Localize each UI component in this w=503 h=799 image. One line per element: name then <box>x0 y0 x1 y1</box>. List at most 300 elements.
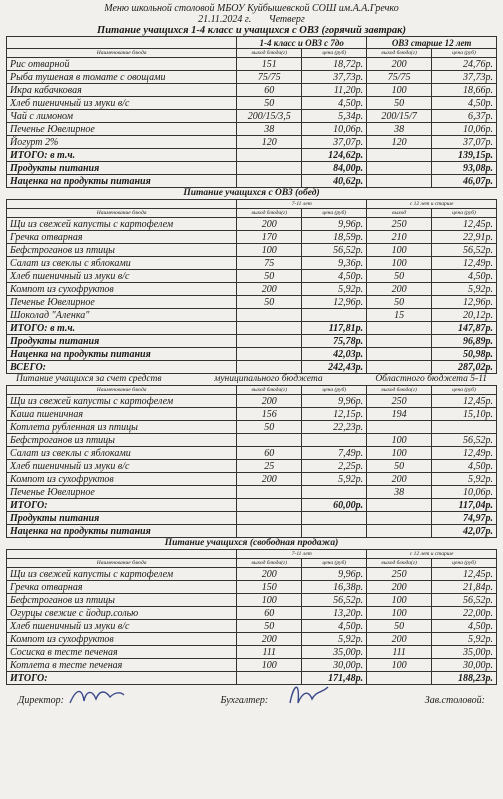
accountant-label: Бухгалтер: <box>220 695 269 706</box>
director-signature-block <box>18 695 64 706</box>
dish-portion: 75/75 <box>237 71 302 84</box>
empty-cell <box>237 525 302 538</box>
dish-portion: 100 <box>237 244 302 257</box>
dish-portion: 194 <box>367 408 432 421</box>
dish-portion: 170 <box>237 231 302 244</box>
empty-cell <box>367 512 432 525</box>
dish-name: Хлеб пшеничный из муки в/с <box>7 270 237 283</box>
dish-portion: 250 <box>367 568 432 581</box>
menu-date: 21.11.2024 г. <box>198 14 252 25</box>
table-row <box>7 594 497 607</box>
total-value: 117,81р. <box>302 322 367 335</box>
col-price: цена (руб) <box>302 559 367 568</box>
table-row <box>7 434 497 447</box>
total-value: 188,23р. <box>432 672 497 685</box>
total-label: ИТОГО: <box>7 499 237 512</box>
col-out: выход блюда(г) <box>237 386 302 395</box>
breakfast-column-header <box>7 49 497 58</box>
dish-name: Салат из свеклы с яблоками <box>7 447 237 460</box>
breakfast-group-header <box>7 37 497 49</box>
col-price: цена (руб) <box>432 49 497 58</box>
table-row <box>7 296 497 309</box>
dish-portion: 120 <box>237 136 302 149</box>
dish-price: 10,06р. <box>432 486 497 499</box>
dish-price: 12,96р. <box>302 296 367 309</box>
total-value: 124,62р. <box>302 149 367 162</box>
dish-name: Каша пшеничная <box>7 408 237 421</box>
dish-name: Икра кабачковая <box>7 84 237 97</box>
dish-price: 37,73р. <box>432 71 497 84</box>
empty-cell <box>367 672 432 685</box>
dish-name: Щи из свежей капусты с картофелем <box>7 218 237 231</box>
free-group1: 7-11 лет <box>237 550 367 559</box>
col-price: цена (руб) <box>432 386 497 395</box>
dish-price: 56,52р. <box>432 434 497 447</box>
table-row <box>7 231 497 244</box>
dish-portion: 25 <box>237 460 302 473</box>
dish-price: 37,07р. <box>432 136 497 149</box>
dish-portion <box>237 486 302 499</box>
total-value: 139,15р. <box>432 149 497 162</box>
dish-portion: 200 <box>237 568 302 581</box>
dish-name: Чай с лимоном <box>7 110 237 123</box>
signatures <box>6 685 497 706</box>
dish-portion: 50 <box>237 97 302 110</box>
dish-portion: 100 <box>367 447 432 460</box>
total-value: 75,78р. <box>302 335 367 348</box>
empty-cell <box>237 499 302 512</box>
col-out: выход блюда(г) <box>237 559 302 568</box>
dish-price: 9,96р. <box>302 568 367 581</box>
budget-title-mid: муниципального бюджета <box>214 374 323 384</box>
total-row <box>7 322 497 335</box>
dish-price: 35,00р. <box>302 646 367 659</box>
canteen-label: Зав.столовой: <box>424 695 485 706</box>
dish-portion: 100 <box>367 84 432 97</box>
table-row <box>7 395 497 408</box>
dish-price: 12,45р. <box>432 395 497 408</box>
col-out: выход блюда(г) <box>237 209 302 218</box>
col-out: выход блюда(г) <box>367 559 432 568</box>
total-value: 84,00р. <box>302 162 367 175</box>
dish-portion: 200/15/7 <box>367 110 432 123</box>
table-row <box>7 568 497 581</box>
dish-portion: 200 <box>237 218 302 231</box>
total-value: 42,03р. <box>302 348 367 361</box>
total-label: ИТОГО: в т.ч. <box>7 149 237 162</box>
empty-cell <box>367 348 432 361</box>
dish-portion: 75 <box>237 257 302 270</box>
dish-name: Сосиска в тесте печеная <box>7 646 237 659</box>
dish-portion: 38 <box>237 123 302 136</box>
empty-cell <box>367 149 432 162</box>
dish-price: 9,96р. <box>302 218 367 231</box>
lunch-column-header <box>7 209 497 218</box>
dish-portion: 100 <box>367 257 432 270</box>
dish-price: 15,10р. <box>432 408 497 421</box>
dish-portion: 100 <box>367 434 432 447</box>
school-name: Меню школьной столовой МБОУ Куйбышевской СОШ им.А.А.Гречко <box>104 3 399 14</box>
total-value: 93,08р. <box>432 162 497 175</box>
dish-portion: 200 <box>367 473 432 486</box>
dish-portion: 200 <box>367 581 432 594</box>
dish-price: 4,50р. <box>302 620 367 633</box>
budget-title <box>6 374 497 385</box>
table-row <box>7 581 497 594</box>
dish-portion: 111 <box>367 646 432 659</box>
dish-price <box>432 421 497 434</box>
dish-price: 10,06р. <box>302 123 367 136</box>
total-value: 42,07р. <box>432 525 497 538</box>
total-label: Продукты питания <box>7 162 237 175</box>
dish-portion: 50 <box>237 620 302 633</box>
lunch-group2: с 12 лет и старше <box>367 200 497 209</box>
dish-name: Хлеб пшеничный из муки в/с <box>7 620 237 633</box>
dish-portion: 50 <box>367 296 432 309</box>
dish-name: Бефстроганов из птицы <box>7 594 237 607</box>
table-row <box>7 84 497 97</box>
dish-price: 12,49р. <box>432 257 497 270</box>
dish-name: Салат из свеклы с яблоками <box>7 257 237 270</box>
dish-portion: 100 <box>237 659 302 672</box>
total-row <box>7 512 497 525</box>
dish-portion: 60 <box>237 84 302 97</box>
dish-portion: 200 <box>237 283 302 296</box>
dish-name: Хлеб пшеничный из муки в/с <box>7 460 237 473</box>
total-row <box>7 335 497 348</box>
table-row <box>7 110 497 123</box>
dish-portion: 15 <box>367 309 432 322</box>
total-value: 60,00р. <box>302 499 367 512</box>
table-row <box>7 633 497 646</box>
col-out: выход <box>367 209 432 218</box>
table-row <box>7 659 497 672</box>
empty-cell <box>367 499 432 512</box>
budget-title-right: Областного бюджета 5-11 <box>375 374 487 384</box>
dish-price: 2,25р. <box>302 460 367 473</box>
col-name: Наименование блюда <box>7 49 237 58</box>
free-title: Питание учащихся (свободная продажа) <box>164 538 339 548</box>
dish-price: 22,00р. <box>432 607 497 620</box>
total-label: Продукты питания <box>7 335 237 348</box>
dish-name: Печенье Ювелирное <box>7 123 237 136</box>
dish-portion: 50 <box>367 270 432 283</box>
table-row <box>7 136 497 149</box>
total-value: 74,97р. <box>432 512 497 525</box>
total-row <box>7 348 497 361</box>
empty-cell <box>237 175 302 188</box>
canteen-signature-block <box>425 695 485 706</box>
dish-name: Гречка отварная <box>7 581 237 594</box>
dish-portion: 60 <box>237 447 302 460</box>
free-column-header <box>7 559 497 568</box>
dish-name: Рыба тушеная в томате с овощами <box>7 71 237 84</box>
dish-price: 5,92р. <box>432 633 497 646</box>
dish-name: Хлеб пшеничный из муки в/с <box>7 97 237 110</box>
table-row <box>7 473 497 486</box>
dish-price: 20,12р. <box>432 309 497 322</box>
lunch-title: Питание учащихся с ОВЗ (обед) <box>183 188 320 198</box>
table-row <box>7 460 497 473</box>
dish-portion: 50 <box>237 270 302 283</box>
dish-price <box>302 434 367 447</box>
dish-name: Компот из сухофруктов <box>7 633 237 646</box>
total-value: 147,87р. <box>432 322 497 335</box>
dish-portion: 200 <box>237 395 302 408</box>
dish-price: 12,49р. <box>432 447 497 460</box>
empty-cell <box>237 162 302 175</box>
col-price: цена (руб) <box>302 209 367 218</box>
total-row <box>7 162 497 175</box>
dish-price: 18,66р. <box>432 84 497 97</box>
table-row <box>7 257 497 270</box>
dish-price: 4,50р. <box>432 270 497 283</box>
dish-price: 37,07р. <box>302 136 367 149</box>
table-row <box>7 218 497 231</box>
budget-title-left: Питание учащихся за счет средств <box>16 374 162 384</box>
total-value <box>302 525 367 538</box>
empty-cell <box>367 335 432 348</box>
breakfast-table <box>6 36 497 188</box>
total-label: Наценка на продукты питания <box>7 525 237 538</box>
table-row <box>7 408 497 421</box>
table-row <box>7 270 497 283</box>
empty-cell <box>367 525 432 538</box>
dish-price: 5,92р. <box>432 283 497 296</box>
dish-price: 12,96р. <box>432 296 497 309</box>
dish-portion <box>237 309 302 322</box>
empty-cell <box>367 175 432 188</box>
total-label: Наценка на продукты питания <box>7 175 237 188</box>
col-price: цена (руб) <box>302 49 367 58</box>
total-label: ВСЕГО: <box>7 361 237 374</box>
table-row <box>7 309 497 322</box>
col-name: Наименование блюда <box>7 559 237 568</box>
dish-portion: 38 <box>367 123 432 136</box>
dish-name: Печенье Ювелирное <box>7 486 237 499</box>
total-row <box>7 361 497 374</box>
dish-name: Бефстроганов из птицы <box>7 244 237 257</box>
dish-portion: 100 <box>367 594 432 607</box>
dish-portion: 200/15/3,5 <box>237 110 302 123</box>
dish-name: Йогурт 2% <box>7 136 237 149</box>
total-value: 50,98р. <box>432 348 497 361</box>
dish-price: 12,15р. <box>302 408 367 421</box>
dish-price: 4,50р. <box>432 460 497 473</box>
dish-portion: 50 <box>367 620 432 633</box>
table-row <box>7 421 497 434</box>
dish-price: 4,50р. <box>432 620 497 633</box>
dish-name: Гречка отварная <box>7 231 237 244</box>
dish-price: 5,34р. <box>302 110 367 123</box>
dish-price: 9,36р. <box>302 257 367 270</box>
dish-price: 35,00р. <box>432 646 497 659</box>
free-group-header <box>7 550 497 559</box>
director-signature <box>66 683 126 709</box>
dish-portion: 120 <box>367 136 432 149</box>
dish-name: Котлета в тесте печеная <box>7 659 237 672</box>
dish-portion: 50 <box>367 97 432 110</box>
dish-price: 18,72р. <box>302 58 367 71</box>
total-value: 96,89р. <box>432 335 497 348</box>
menu-weekday: Четверг <box>268 14 305 25</box>
director-label: Директор: <box>18 695 64 706</box>
budget-table <box>6 385 497 538</box>
total-value: 287,02р. <box>432 361 497 374</box>
dish-price: 5,92р. <box>432 473 497 486</box>
dish-price: 4,50р. <box>302 97 367 110</box>
dish-name: Бефстроганов из птицы <box>7 434 237 447</box>
dish-price: 18,59р. <box>302 231 367 244</box>
dish-portion: 50 <box>367 460 432 473</box>
dish-portion: 50 <box>237 296 302 309</box>
dish-price: 12,45р. <box>432 218 497 231</box>
dish-price: 56,52р. <box>432 594 497 607</box>
table-row <box>7 283 497 296</box>
dish-price: 4,50р. <box>302 270 367 283</box>
dish-portion: 38 <box>367 486 432 499</box>
table-row <box>7 620 497 633</box>
dish-portion: 200 <box>237 473 302 486</box>
table-row <box>7 486 497 499</box>
dish-portion: 150 <box>237 581 302 594</box>
col-price: цена (руб) <box>432 559 497 568</box>
dish-price: 30,00р. <box>302 659 367 672</box>
dish-name: Рис отварной <box>7 58 237 71</box>
dish-price: 12,45р. <box>432 568 497 581</box>
dish-portion: 75/75 <box>367 71 432 84</box>
col-out: выход блюда(г) <box>237 49 302 58</box>
empty-cell <box>237 149 302 162</box>
dish-portion: 210 <box>367 231 432 244</box>
dish-portion: 250 <box>367 395 432 408</box>
dish-name: Котлета рубленная из птицы <box>7 421 237 434</box>
dish-portion: 250 <box>367 218 432 231</box>
dish-portion: 111 <box>237 646 302 659</box>
dish-price <box>302 486 367 499</box>
dish-portion: 100 <box>237 594 302 607</box>
total-row <box>7 499 497 512</box>
table-row <box>7 646 497 659</box>
dish-portion: 200 <box>367 58 432 71</box>
lunch-group1: 7-11 лет <box>237 200 367 209</box>
dish-price: 10,06р. <box>432 123 497 136</box>
lunch-table <box>6 199 497 374</box>
accountant-signature-block <box>220 695 268 706</box>
total-value <box>302 512 367 525</box>
breakfast-group1: 1-4 класс и ОВЗ с 7до <box>237 37 367 49</box>
accountant-signature <box>284 679 334 709</box>
dish-price: 56,52р. <box>432 244 497 257</box>
col-out: выход блюда(г) <box>367 386 432 395</box>
empty-cell <box>237 512 302 525</box>
dish-portion: 100 <box>367 607 432 620</box>
table-row <box>7 607 497 620</box>
breakfast-group2: ОВЗ старше 12 лет <box>367 37 497 49</box>
dish-name: Огурцы свежие с йодир.солью <box>7 607 237 620</box>
table-row <box>7 123 497 136</box>
col-price: цена (руб) <box>302 386 367 395</box>
empty-cell <box>367 322 432 335</box>
total-row <box>7 149 497 162</box>
dish-price: 24,76р. <box>432 58 497 71</box>
dish-price: 5,92р. <box>302 283 367 296</box>
free-table <box>6 549 497 685</box>
dish-portion: 200 <box>367 283 432 296</box>
dish-portion <box>237 434 302 447</box>
dish-portion: 151 <box>237 58 302 71</box>
total-value: 40,62р. <box>302 175 367 188</box>
dish-portion: 50 <box>237 421 302 434</box>
total-label: ИТОГО: <box>7 672 237 685</box>
table-row <box>7 71 497 84</box>
dish-portion: 200 <box>237 633 302 646</box>
total-value: 171,48р. <box>302 672 367 685</box>
total-value: 242,43р. <box>302 361 367 374</box>
dish-price: 9,96р. <box>302 395 367 408</box>
empty-cell <box>237 348 302 361</box>
dish-name: Шоколад "Аленка" <box>7 309 237 322</box>
total-row <box>7 525 497 538</box>
total-value: 46,07р. <box>432 175 497 188</box>
table-row <box>7 244 497 257</box>
document-header <box>6 0 497 36</box>
date-line <box>6 14 497 25</box>
col-name: Наименование блюда <box>7 386 237 395</box>
dish-price: 7,49р. <box>302 447 367 460</box>
dish-price: 4,50р. <box>432 97 497 110</box>
dish-portion: 156 <box>237 408 302 421</box>
dish-price: 6,37р. <box>432 110 497 123</box>
total-label: Продукты питания <box>7 512 237 525</box>
empty-cell <box>367 162 432 175</box>
empty-cell <box>237 322 302 335</box>
dish-name: Компот из сухофруктов <box>7 283 237 296</box>
dish-price <box>302 309 367 322</box>
dish-price: 37,73р. <box>302 71 367 84</box>
dish-price: 5,92р. <box>302 633 367 646</box>
budget-column-header <box>7 386 497 395</box>
dish-price: 16,38р. <box>302 581 367 594</box>
col-out: выход блюда(г) <box>367 49 432 58</box>
dish-name: Щи из свежей капусты с картофелем <box>7 568 237 581</box>
empty-cell <box>367 361 432 374</box>
dish-portion: 60 <box>237 607 302 620</box>
col-price: цена (руб) <box>432 209 497 218</box>
dish-portion: 100 <box>367 244 432 257</box>
dish-portion: 200 <box>367 633 432 646</box>
table-row <box>7 58 497 71</box>
dish-price: 5,92р. <box>302 473 367 486</box>
col-name: Наименование блюда <box>7 209 237 218</box>
total-label: ИТОГО: в т.ч. <box>7 322 237 335</box>
dish-name: Печенье Ювелирное <box>7 296 237 309</box>
table-row <box>7 97 497 110</box>
total-label: Наценка на продукты питания <box>7 348 237 361</box>
empty-cell <box>237 335 302 348</box>
total-row <box>7 175 497 188</box>
free-group2: с 12 лет и старше <box>367 550 497 559</box>
dish-price: 56,52р. <box>302 244 367 257</box>
empty-cell <box>237 361 302 374</box>
dish-price: 13,20р. <box>302 607 367 620</box>
breakfast-title: Питание учащихся 1-4 класс и учащихся с ОВЗ (горячий завтрак) <box>97 25 406 36</box>
dish-price: 21,84р. <box>432 581 497 594</box>
dish-price: 30,00р. <box>432 659 497 672</box>
dish-price: 22,23р. <box>302 421 367 434</box>
dish-price: 11,20р. <box>302 84 367 97</box>
dish-portion <box>367 421 432 434</box>
